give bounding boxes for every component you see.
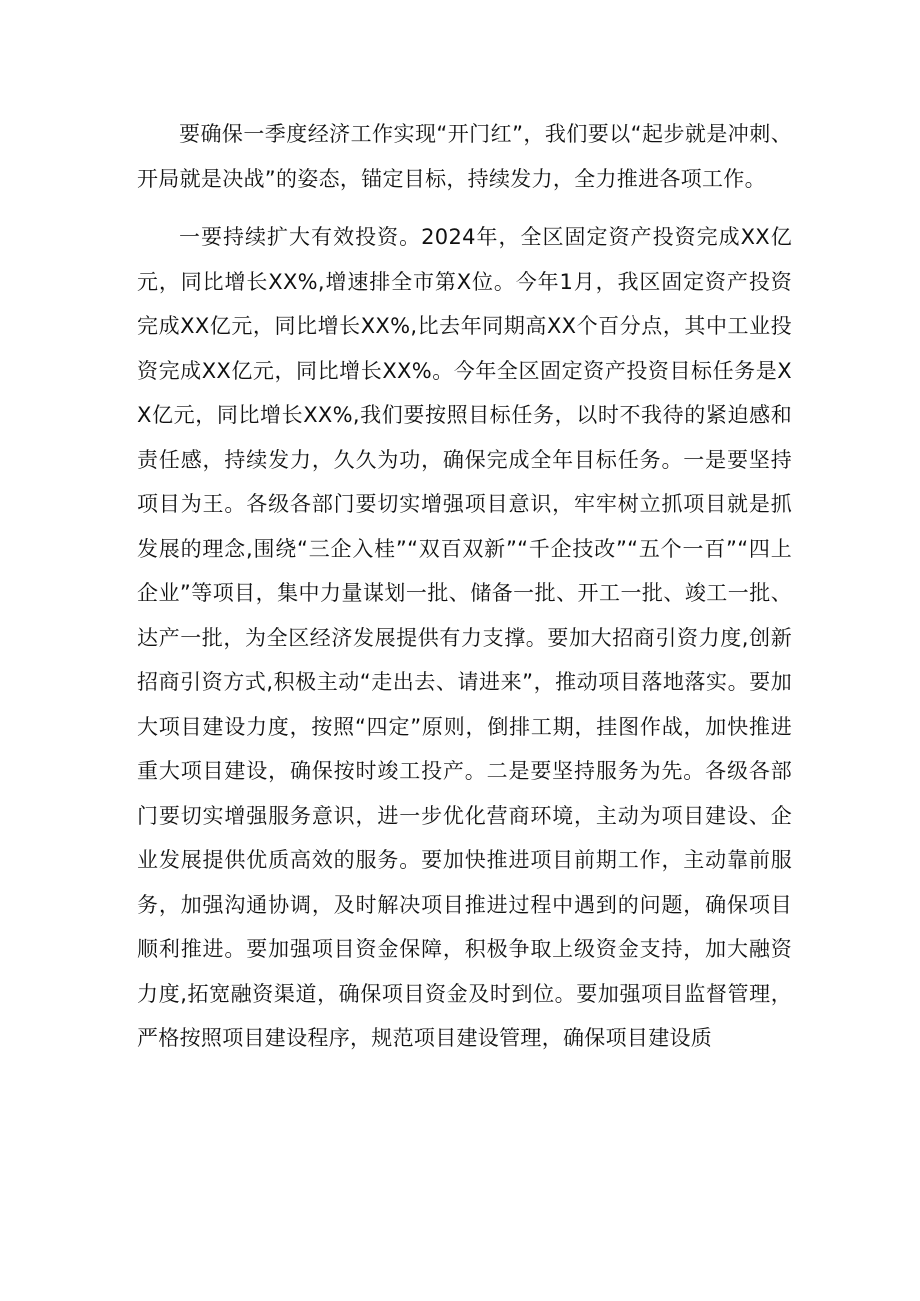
document-body	[137, 112, 792, 1061]
paragraph-investment: 一要持续扩大有效投资。2024年，全区固定资产投资完成XX亿元，同比增长XX%,增速排全市第X位。今年1月，我区固定资产投资完成XX亿元，同比增长XX%,比去年同期高XX个百分点，其中工业投资完成XX亿元，同比增长XX%。今年全区固定资产投资目标任务是XX亿元，同比增长XX%,我们要按照目标任务，以时不我待的紧迫感和责任感，持续发力，久久为功，确保完成全年目标任务。一是要坚持项目为王。各级各部门要切实增强项目意识，牢牢树立抓项目就是抓发展的理念,围绕“三企入桂”“双百双新”“千企技改”“五个一百”“四上企业”等项目，集中力量谋划一批、储备一批、开工一批、竣工一批、达产一批，为全区经济发展提供有力支撑。要加大招商引资力度,创新招商引资方式,积极主动“走出去、请进来”，推动项目落地落实。要加大项目建设力度，按照“四定”原则，倒排工期，挂图作战，加快推进重大项目建设，确保按时竣工投产。二是要坚持服务为先。各级各部门要切实增强服务意识，进一步优化营商环境，主动为项目建设、企业发展提供优质高效的服务。要加快推进项目前期工作，主动靠前服务，加强沟通协调，及时解决项目推进过程中遇到的问题，确保项目顺利推进。要加强项目资金保障，积极争取上级资金支持，加大融资力度,拓宽融资渠道，确保项目资金及时到位。要加强项目监督管理，严格按照项目建设程序，规范项目建设管理，确保项目建设质	[137, 225, 792, 1050]
paragraph-intro: 要确保一季度经济工作实现“开门红”，我们要以“起步就是冲刺、开局就是决战”的姿态，锚定目标，持续发力，全力推进各项工作。	[137, 122, 792, 191]
